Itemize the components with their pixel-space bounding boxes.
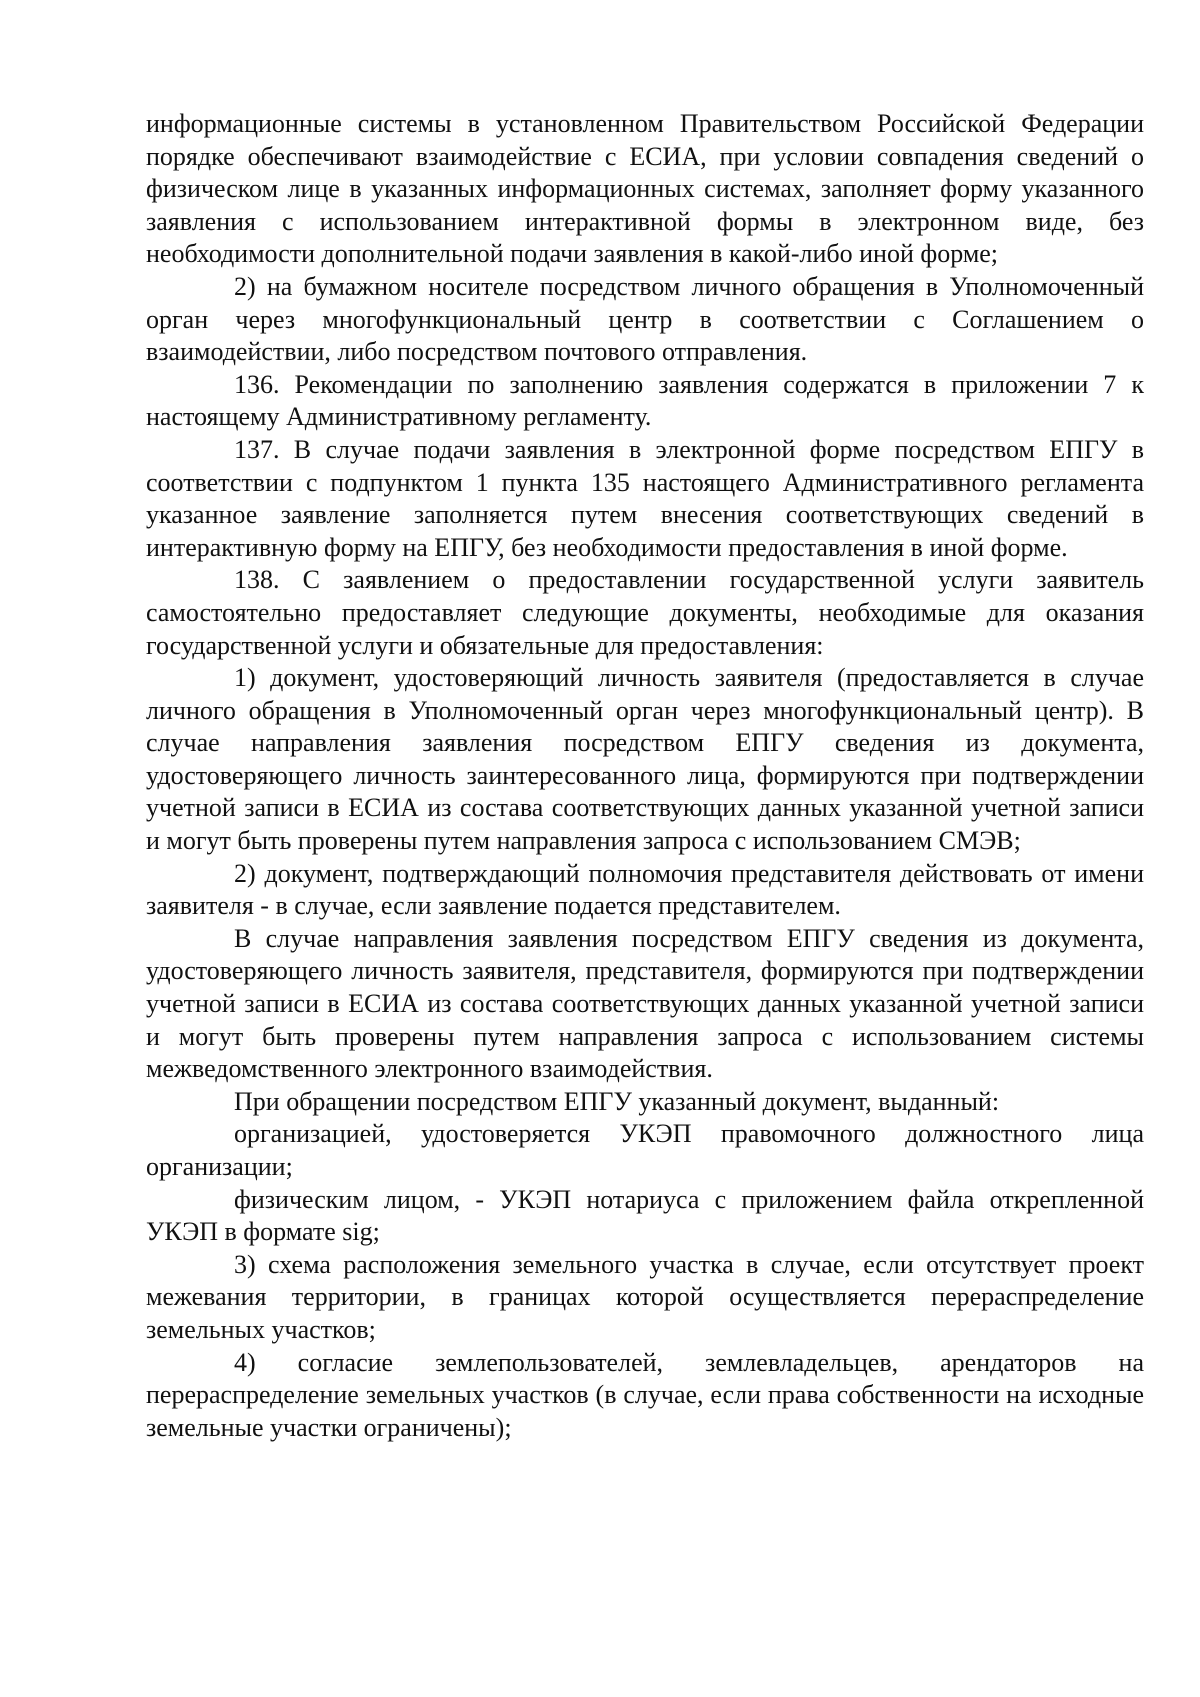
paragraph-136: 136. Рекомендации по заполнению заявления содержатся в приложении 7 к настоящему Административному регламенту. <box>146 369 1144 432</box>
paragraph-epgu-representative: В случае направления заявления посредством ЕПГУ сведения из документа, удостоверяющего личность заявителя, представителя, формируются при подтверждении учетной записи в ЕСИА из состава соответствующих данных указанной учетной записи и могут быть проверены путем направления запроса с использованием системы межведомственного электронного взаимодействия. <box>146 923 1144 1084</box>
document-page <box>146 108 1144 1444</box>
paragraph-organization: организацией, удостоверяется УКЭП правомочного должностного лица организации; <box>146 1119 1144 1181</box>
paragraph-individual: физическим лицом, - УКЭП нотариуса с приложением файла открепленной УКЭП в формате sig; <box>146 1184 1144 1247</box>
paragraph-138-item-4: 4) согласие землепользователей, землевладельцев, арендаторов на перераспределение земельных участков (в случае, если права собственности на исходные земельные участки ограничены); <box>146 1347 1144 1442</box>
paragraph-138-item-3: 3) схема расположения земельного участка в случае, если отсутствует проект межевания территории, в границах которой осуществляется перераспределение земельных участков; <box>146 1249 1144 1344</box>
paragraph-138-item-1: 1) документ, удостоверяющий личность заявителя (предоставляется в случае личного обращения в Уполномоченный орган через многофункциональный центр). В случае направления заявления посредством ЕПГУ сведения из документа, удостоверяющего личность заинтересованного лица, формируются при подтверждении учетной записи в ЕСИА из состава соответствующих данных указанной учетной записи и могут быть проверены путем направления запроса с использованием СМЭВ; <box>146 663 1144 856</box>
paragraph-138: 138. С заявлением о предоставлении государственной услуги заявитель самостоятельно предоставляет следующие документы, необходимые для оказания государственной услуги и обязательные для предоставления: <box>146 565 1144 660</box>
paragraph-138-item-2: 2) документ, подтверждающий полномочия представителя действовать от имени заявителя - в случае, если заявление подается представителем. <box>146 858 1144 921</box>
paragraph-continuation: информационные системы в установленном Правительством Российской Федерации порядке обеспечивают взаимодействие с ЕСИА, при условии совпадения сведений о физическом лице в указанных информационных системах, заполняет форму указанного заявления с использованием интерактивной формы в электронном виде, без необходимости дополнительной подачи заявления в какой-либо иной форме; <box>146 109 1144 269</box>
paragraph-item-2-paper: 2) на бумажном носителе посредством личного обращения в Уполномоченный орган через многофункциональный центр в соответствии с Соглашением о взаимодействии, либо посредством почтового отправления. <box>146 271 1144 367</box>
paragraph-137: 137. В случае подачи заявления в электронной форме посредством ЕПГУ в соответствии с подпунктом 1 пункта 135 настоящего Административного регламента указанное заявление заполняется путем внесения соответствующих сведений в интерактивную форму на ЕПГУ, без необходимости предоставления в иной форме. <box>146 434 1144 562</box>
paragraph-epgu-document: При обращении посредством ЕПГУ указанный документ, выданный: <box>234 1086 1000 1116</box>
